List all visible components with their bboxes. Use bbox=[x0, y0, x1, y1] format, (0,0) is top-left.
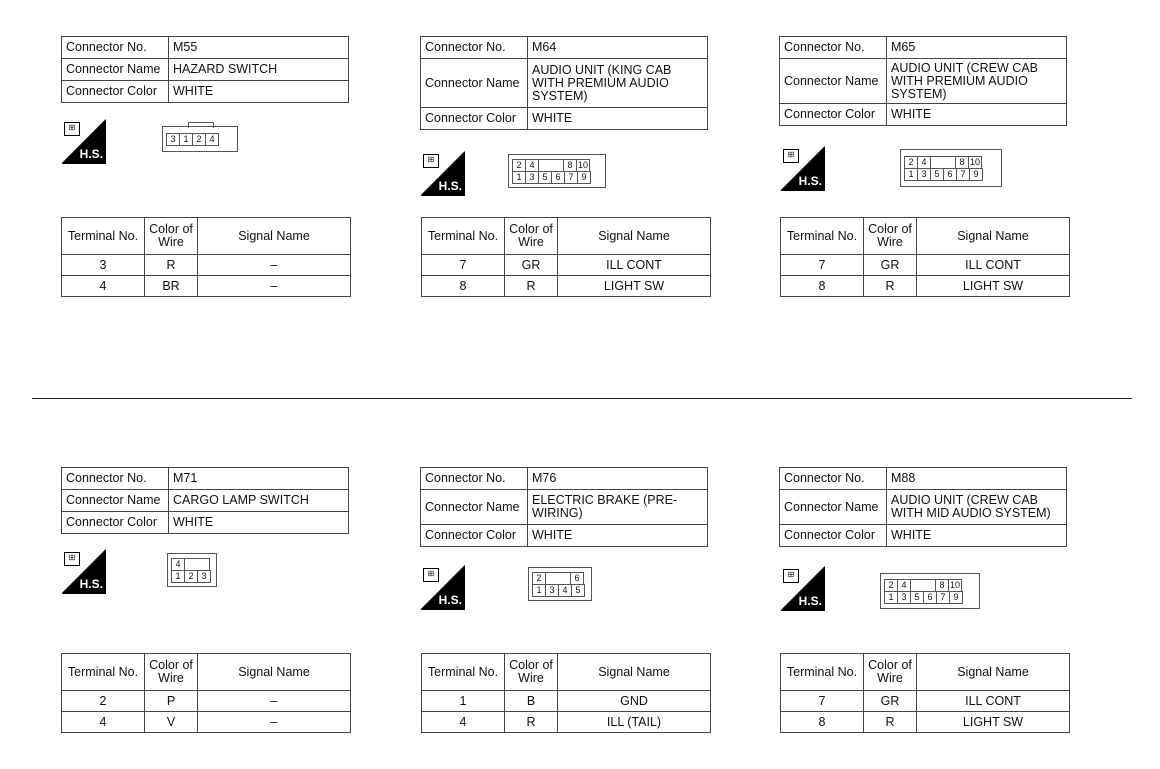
connector-pin: 4 bbox=[205, 133, 219, 146]
connector-name-label: Connector Name bbox=[421, 490, 528, 525]
pin-row-bottom bbox=[884, 591, 976, 603]
wire-color-header: Color of Wire bbox=[505, 218, 558, 255]
section-divider bbox=[32, 398, 1132, 399]
pin-row-bottom bbox=[532, 584, 588, 596]
connector-pin: 5 bbox=[930, 168, 944, 181]
terminal-no-header: Terminal No. bbox=[422, 218, 505, 255]
connector-pin: 10 bbox=[949, 580, 960, 590]
pin-row-top bbox=[512, 159, 602, 171]
connector-no-label: Connector No. bbox=[421, 468, 528, 490]
connector-color-label: Connector Color bbox=[62, 81, 169, 103]
signal-name-header: Signal Name bbox=[558, 654, 711, 691]
connector-info-table bbox=[779, 467, 1067, 547]
signal-name-header: Signal Name bbox=[558, 218, 711, 255]
harness-side-icon bbox=[421, 566, 465, 610]
table-row: 4 BR – bbox=[62, 276, 351, 297]
pin-row-top bbox=[532, 572, 588, 584]
connector-pin: 3 bbox=[897, 591, 911, 604]
connector-pin: 3 bbox=[545, 584, 559, 597]
connector-no-value: M76 bbox=[528, 468, 708, 490]
pin-row-top bbox=[884, 579, 976, 591]
terminal-no-header: Terminal No. bbox=[781, 218, 864, 255]
connector-name-label: Connector Name bbox=[62, 490, 169, 512]
connector-info-table bbox=[420, 36, 708, 130]
connector-pin: 8 bbox=[935, 579, 949, 592]
wire-color-header: Color of Wire bbox=[145, 218, 198, 255]
connector-glyph-icon: ⊞ bbox=[783, 569, 799, 583]
terminal-table bbox=[421, 217, 711, 297]
connector-no-label: Connector No. bbox=[780, 468, 887, 490]
connector-pin: 10 bbox=[577, 160, 588, 170]
connector-name-value: AUDIO UNIT (CREW CAB WITH PREMIUM AUDIO SYSTEM) bbox=[887, 59, 1067, 104]
connector-name-value: ELECTRIC BRAKE (PRE-WIRING) bbox=[528, 490, 708, 525]
connector-info-table bbox=[420, 467, 708, 547]
harness-side-icon bbox=[62, 120, 106, 164]
connector-color-value: WHITE bbox=[169, 81, 349, 103]
connector-info-table bbox=[779, 36, 1067, 126]
pin-row-bottom bbox=[904, 168, 998, 180]
connector-pin: 9 bbox=[577, 171, 591, 184]
terminal-table bbox=[780, 653, 1070, 733]
connector-block-m88 bbox=[779, 467, 1067, 547]
terminal-table bbox=[780, 217, 1070, 297]
connector-pin: 2 bbox=[904, 156, 918, 169]
table-row: 2 P – bbox=[62, 691, 351, 712]
connector-color-label: Connector Color bbox=[421, 108, 528, 130]
connector-block-m76 bbox=[420, 467, 708, 547]
table-row: 7 GR ILL CONT bbox=[781, 255, 1070, 276]
terminal-no-header: Terminal No. bbox=[62, 218, 145, 255]
connector-glyph-icon: ⊞ bbox=[64, 122, 80, 136]
terminal-table bbox=[61, 217, 351, 297]
connector-pin: 3 bbox=[917, 168, 931, 181]
connector-pin: 4 bbox=[917, 156, 931, 169]
harness-side-icon bbox=[781, 147, 825, 191]
connector-color-value: WHITE bbox=[887, 104, 1067, 126]
connector-pin: 4 bbox=[171, 558, 185, 571]
connector-pin: 2 bbox=[512, 159, 526, 172]
harness-side-icon bbox=[781, 567, 825, 611]
signal-name-header: Signal Name bbox=[917, 654, 1070, 691]
connector-pin: 7 bbox=[564, 171, 578, 184]
connector-pin: 1 bbox=[171, 570, 185, 583]
connector-pin: 3 bbox=[525, 171, 539, 184]
connector-face-diagram bbox=[900, 149, 1002, 187]
connector-no-label: Connector No. bbox=[62, 37, 169, 59]
hs-label: H.S. bbox=[438, 179, 462, 193]
connector-name-value: HAZARD SWITCH bbox=[169, 59, 349, 81]
connector-color-label: Connector Color bbox=[421, 525, 528, 547]
terminal-table bbox=[421, 653, 711, 733]
connector-block-m64 bbox=[420, 36, 708, 130]
pin-row-top bbox=[904, 156, 998, 168]
connector-pin: 2 bbox=[884, 579, 898, 592]
connector-face-diagram bbox=[880, 573, 980, 609]
connector-no-value: M55 bbox=[169, 37, 349, 59]
connector-pin: 3 bbox=[197, 570, 211, 583]
table-row: 8 R LIGHT SW bbox=[422, 276, 711, 297]
table-row: 1 B GND bbox=[422, 691, 711, 712]
connector-glyph-icon: ⊞ bbox=[64, 552, 80, 566]
connector-no-label: Connector No. bbox=[62, 468, 169, 490]
connector-pin: 9 bbox=[969, 168, 983, 181]
connector-name-value: CARGO LAMP SWITCH bbox=[169, 490, 349, 512]
connector-color-value: WHITE bbox=[528, 108, 708, 130]
table-row: 8 R LIGHT SW bbox=[781, 712, 1070, 733]
connector-name-label: Connector Name bbox=[780, 59, 887, 104]
harness-side-icon bbox=[421, 152, 465, 196]
connector-pin: 4 bbox=[525, 159, 539, 172]
table-row: 4 R ILL (TAIL) bbox=[422, 712, 711, 733]
connector-pin: 8 bbox=[955, 156, 969, 169]
connector-pin: 5 bbox=[571, 584, 585, 597]
connector-color-value: WHITE bbox=[887, 525, 1067, 547]
connector-name-label: Connector Name bbox=[62, 59, 169, 81]
connector-pin: 9 bbox=[949, 591, 963, 604]
hs-label: H.S. bbox=[79, 577, 103, 591]
connector-pin: 10 bbox=[969, 157, 980, 167]
terminal-no-header: Terminal No. bbox=[781, 654, 864, 691]
connector-color-value: WHITE bbox=[169, 512, 349, 534]
connector-color-value: WHITE bbox=[528, 525, 708, 547]
connector-color-label: Connector Color bbox=[62, 512, 169, 534]
connector-pin: 5 bbox=[538, 171, 552, 184]
connector-block-m55 bbox=[61, 36, 349, 103]
pin-row-bottom bbox=[512, 171, 602, 183]
connector-pin: 1 bbox=[884, 591, 898, 604]
connector-name-label: Connector Name bbox=[421, 59, 528, 108]
connector-color-label: Connector Color bbox=[780, 104, 887, 126]
connector-glyph-icon: ⊞ bbox=[423, 154, 439, 168]
connector-pin: 5 bbox=[910, 591, 924, 604]
wire-color-header: Color of Wire bbox=[864, 654, 917, 691]
table-row: 4 V – bbox=[62, 712, 351, 733]
connector-pin: 6 bbox=[943, 168, 957, 181]
pin-row-bottom bbox=[166, 133, 234, 145]
connector-face-diagram bbox=[508, 154, 606, 188]
table-row: 3 R – bbox=[62, 255, 351, 276]
table-row: 7 GR ILL CONT bbox=[781, 691, 1070, 712]
connector-no-value: M88 bbox=[887, 468, 1067, 490]
connector-block-m71 bbox=[61, 467, 349, 534]
connector-color-label: Connector Color bbox=[780, 525, 887, 547]
terminal-no-header: Terminal No. bbox=[62, 654, 145, 691]
hs-label: H.S. bbox=[798, 174, 822, 188]
table-row: 7 GR ILL CONT bbox=[422, 255, 711, 276]
hs-label: H.S. bbox=[798, 594, 822, 608]
connector-no-label: Connector No. bbox=[780, 37, 887, 59]
connector-face-diagram bbox=[528, 567, 592, 601]
table-row: 8 R LIGHT SW bbox=[781, 276, 1070, 297]
connector-no-label: Connector No. bbox=[421, 37, 528, 59]
hs-label: H.S. bbox=[438, 593, 462, 607]
signal-name-header: Signal Name bbox=[198, 218, 351, 255]
connector-glyph-icon: ⊞ bbox=[783, 149, 799, 163]
connector-pin: 2 bbox=[184, 570, 198, 583]
connector-pin: 3 bbox=[166, 133, 180, 146]
hs-label: H.S. bbox=[79, 147, 103, 161]
signal-name-header: Signal Name bbox=[917, 218, 1070, 255]
connector-pin: 8 bbox=[563, 159, 577, 172]
connector-pin: 6 bbox=[570, 572, 584, 585]
connector-pin: 4 bbox=[558, 584, 572, 597]
connector-name-value: AUDIO UNIT (CREW CAB WITH MID AUDIO SYSTEM) bbox=[887, 490, 1067, 525]
connector-face-diagram bbox=[162, 126, 238, 152]
pin-row-bottom bbox=[171, 570, 213, 582]
connector-name-label: Connector Name bbox=[780, 490, 887, 525]
connector-no-value: M65 bbox=[887, 37, 1067, 59]
signal-name-header: Signal Name bbox=[198, 654, 351, 691]
connector-name-value: AUDIO UNIT (KING CAB WITH PREMIUM AUDIO SYSTEM) bbox=[528, 59, 708, 108]
connector-pin: 2 bbox=[532, 572, 546, 585]
wire-color-header: Color of Wire bbox=[145, 654, 198, 691]
connector-pin: 4 bbox=[897, 579, 911, 592]
harness-side-icon bbox=[62, 550, 106, 594]
wire-color-header: Color of Wire bbox=[864, 218, 917, 255]
terminal-no-header: Terminal No. bbox=[422, 654, 505, 691]
connector-info-table bbox=[61, 467, 349, 534]
connector-pin: 1 bbox=[532, 584, 546, 597]
connector-no-value: M64 bbox=[528, 37, 708, 59]
wire-color-header: Color of Wire bbox=[505, 654, 558, 691]
connector-no-value: M71 bbox=[169, 468, 349, 490]
connector-latch bbox=[188, 122, 214, 128]
connector-pin: 1 bbox=[512, 171, 526, 184]
connector-glyph-icon: ⊞ bbox=[423, 568, 439, 582]
connector-pin: 7 bbox=[956, 168, 970, 181]
connector-pin: 6 bbox=[551, 171, 565, 184]
connector-pin: 1 bbox=[179, 133, 193, 146]
pin-row-top bbox=[171, 558, 213, 570]
connector-info-table bbox=[61, 36, 349, 103]
connector-pin: 1 bbox=[904, 168, 918, 181]
connector-pin: 2 bbox=[192, 133, 206, 146]
terminal-table bbox=[61, 653, 351, 733]
connector-pin: 6 bbox=[923, 591, 937, 604]
connector-face-diagram bbox=[167, 553, 217, 587]
connector-block-m65 bbox=[779, 36, 1067, 126]
connector-pin: 7 bbox=[936, 591, 950, 604]
